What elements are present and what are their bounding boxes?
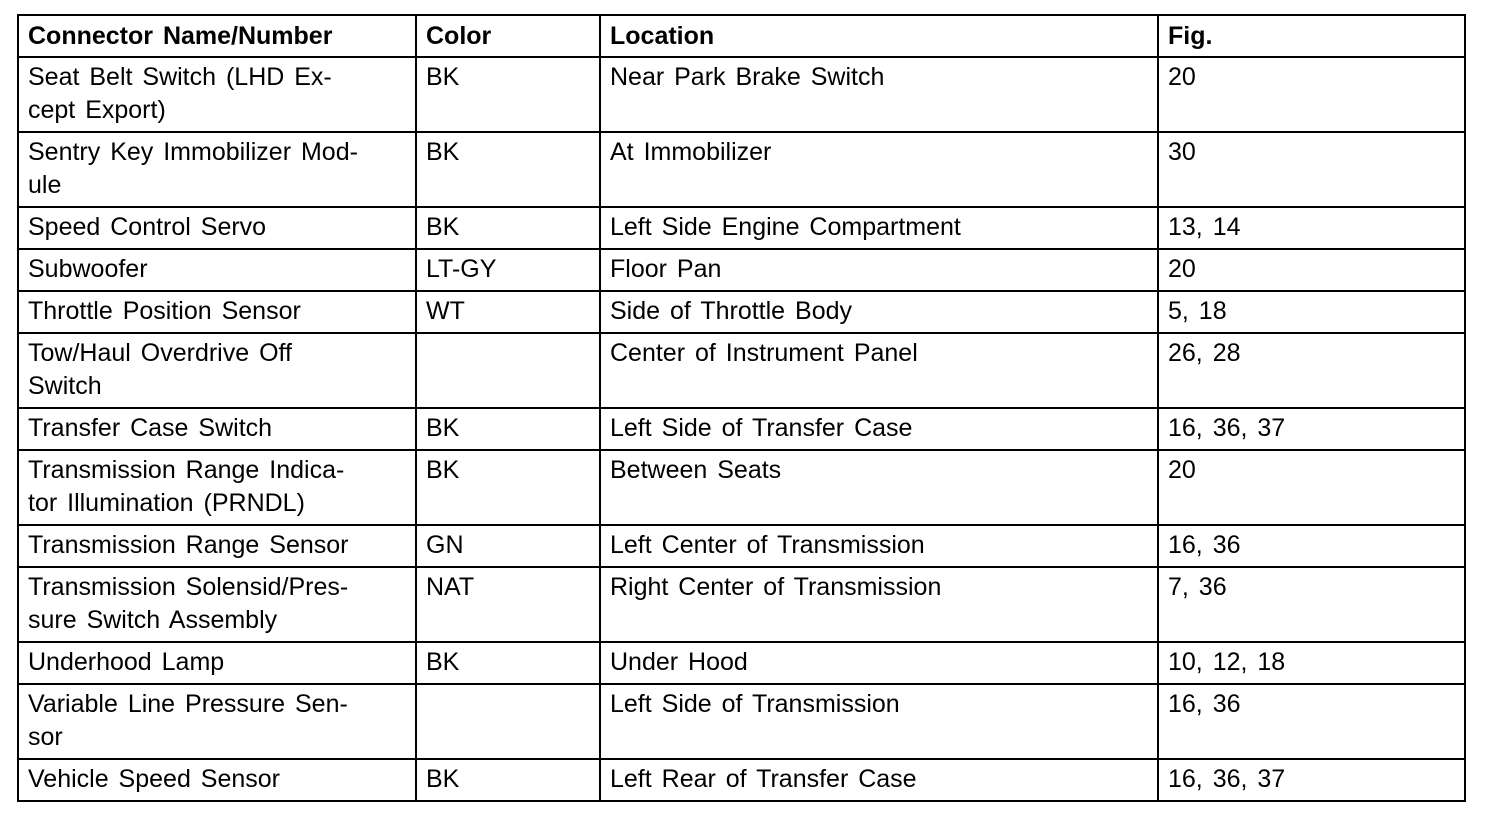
cell-location: Left Side Engine Compartment xyxy=(600,207,1158,249)
table-row xyxy=(18,249,1465,291)
cell-fig: 20 xyxy=(1158,57,1465,132)
cell-location: Floor Pan xyxy=(600,249,1158,291)
table-row xyxy=(18,291,1465,333)
cell-color: GN xyxy=(416,525,600,567)
cell-connector-name: Transmission Range Sensor xyxy=(18,525,416,567)
table-row xyxy=(18,684,1465,759)
header-row xyxy=(18,15,1465,57)
table-row xyxy=(18,207,1465,249)
table-row xyxy=(18,759,1465,801)
cell-connector-name: Throttle Position Sensor xyxy=(18,291,416,333)
cell-connector-name: Subwoofer xyxy=(18,249,416,291)
cell-color: BK xyxy=(416,132,600,207)
table-row xyxy=(18,132,1465,207)
cell-location: Between Seats xyxy=(600,450,1158,525)
cell-connector-name: Transmission Solensid/Pres- sure Switch Assembly xyxy=(18,567,416,642)
cell-connector-name: Variable Line Pressure Sen- sor xyxy=(18,684,416,759)
cell-fig: 5, 18 xyxy=(1158,291,1465,333)
header-fig: Fig. xyxy=(1158,15,1465,57)
cell-location: Side of Throttle Body xyxy=(600,291,1158,333)
cell-fig: 16, 36, 37 xyxy=(1158,759,1465,801)
cell-color: LT-GY xyxy=(416,249,600,291)
cell-location: Left Side of Transmission xyxy=(600,684,1158,759)
cell-color: WT xyxy=(416,291,600,333)
cell-fig: 26, 28 xyxy=(1158,333,1465,408)
cell-location: Center of Instrument Panel xyxy=(600,333,1158,408)
cell-color: NAT xyxy=(416,567,600,642)
cell-color: BK xyxy=(416,408,600,450)
cell-location: Right Center of Transmission xyxy=(600,567,1158,642)
cell-location: Under Hood xyxy=(600,642,1158,684)
cell-connector-name: Transmission Range Indica- tor Illumination (PRNDL) xyxy=(18,450,416,525)
cell-connector-name: Transfer Case Switch xyxy=(18,408,416,450)
cell-color xyxy=(416,333,600,408)
cell-fig: 7, 36 xyxy=(1158,567,1465,642)
cell-color xyxy=(416,684,600,759)
header-connector-name: Connector Name/Number xyxy=(18,15,416,57)
cell-fig: 16, 36 xyxy=(1158,684,1465,759)
cell-connector-name: Seat Belt Switch (LHD Ex- cept Export) xyxy=(18,57,416,132)
cell-fig: 16, 36 xyxy=(1158,525,1465,567)
cell-fig: 13, 14 xyxy=(1158,207,1465,249)
cell-connector-name: Underhood Lamp xyxy=(18,642,416,684)
cell-location: Left Center of Transmission xyxy=(600,525,1158,567)
cell-fig: 30 xyxy=(1158,132,1465,207)
cell-color: BK xyxy=(416,207,600,249)
cell-location: Left Side of Transfer Case xyxy=(600,408,1158,450)
table-row xyxy=(18,450,1465,525)
cell-color: BK xyxy=(416,642,600,684)
table-row xyxy=(18,567,1465,642)
cell-location: Left Rear of Transfer Case xyxy=(600,759,1158,801)
cell-fig: 10, 12, 18 xyxy=(1158,642,1465,684)
cell-fig: 20 xyxy=(1158,450,1465,525)
cell-color: BK xyxy=(416,57,600,132)
header-location: Location xyxy=(600,15,1158,57)
table-row xyxy=(18,333,1465,408)
table-row xyxy=(18,408,1465,450)
cell-connector-name: Speed Control Servo xyxy=(18,207,416,249)
cell-connector-name: Tow/Haul Overdrive Off Switch xyxy=(18,333,416,408)
connector-table xyxy=(17,14,1466,802)
cell-location: At Immobilizer xyxy=(600,132,1158,207)
cell-location: Near Park Brake Switch xyxy=(600,57,1158,132)
cell-color: BK xyxy=(416,450,600,525)
header-color: Color xyxy=(416,15,600,57)
table-row xyxy=(18,525,1465,567)
table-row xyxy=(18,57,1465,132)
cell-connector-name: Sentry Key Immobilizer Mod- ule xyxy=(18,132,416,207)
cell-fig: 20 xyxy=(1158,249,1465,291)
cell-fig: 16, 36, 37 xyxy=(1158,408,1465,450)
cell-connector-name: Vehicle Speed Sensor xyxy=(18,759,416,801)
cell-color: BK xyxy=(416,759,600,801)
table-row xyxy=(18,642,1465,684)
